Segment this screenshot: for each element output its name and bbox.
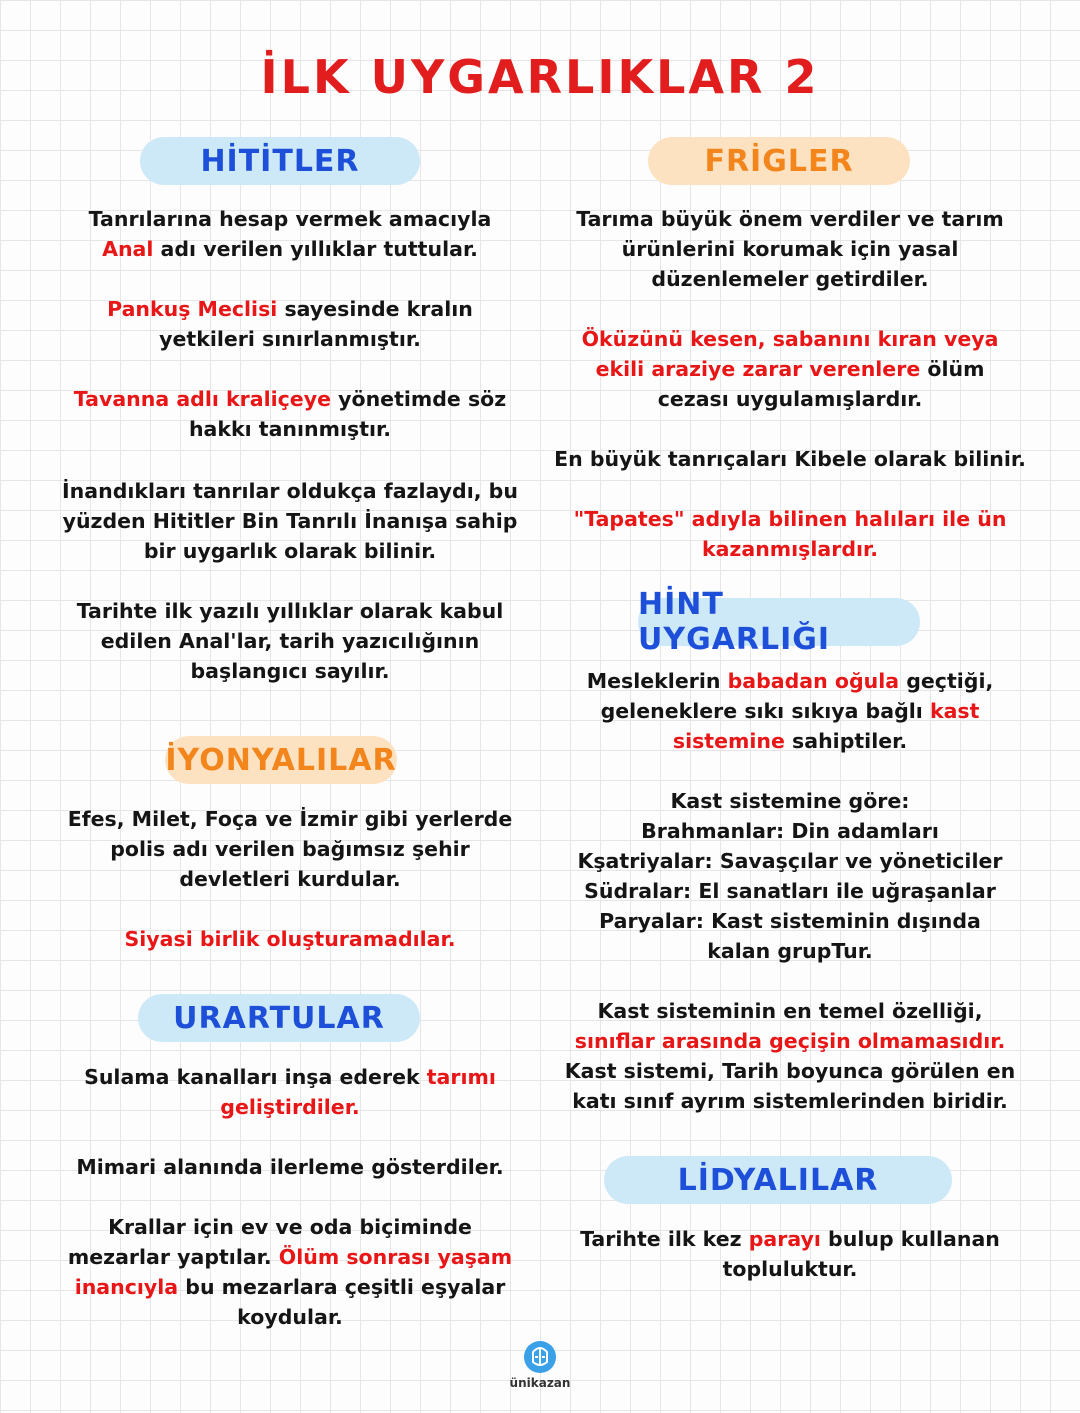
- heading-hititler: HİTİTLER: [140, 137, 420, 185]
- kast-line-ksatriyalar: Kşatriyalar: Savaşçılar ve yöneticiler: [577, 849, 1003, 873]
- lidyalilar-para-1: Tarihte ilk kez parayı bulup kullanan topluluktur.: [580, 1227, 1000, 1281]
- logo-text: ünikazan: [509, 1376, 571, 1390]
- brain-logo-icon: [523, 1340, 557, 1374]
- iyonyalilar-para-2: Siyasi birlik oluşturamadılar.: [124, 927, 456, 951]
- heading-hint-uygarligi: HİNT UYGARLIĞI: [638, 598, 920, 646]
- hititler-para-5: Tarihte ilk yazılı yıllıklar olarak kabul edilen Anal'lar, tarih yazıcılığının başlangıcı sayılır.: [76, 599, 504, 683]
- heading-lidyalilar: LİDYALILAR: [604, 1156, 952, 1204]
- hititler-para-2: Pankuş Meclisi sayesinde kralın yetkileri sınırlanmıştır.: [107, 297, 473, 351]
- hititler-para-4: İnandıkları tanrılar oldukça fazlaydı, bu yüzden Hititler Bin Tanrılı İnanışa sahip bir uygarlık olarak bilinir.: [62, 479, 518, 563]
- kast-line-paryalar: Paryalar: Kast sisteminin dışında kalan grupTur.: [599, 909, 981, 963]
- heading-frigler: FRİGLER: [648, 137, 910, 185]
- kast-line-intro: Kast sistemine göre:: [670, 789, 910, 813]
- heading-iyonyalilar: İYONYALILAR: [165, 736, 397, 784]
- hint-para-3: Kast sisteminin en temel özelliği, sınıflar arasında geçişin olmamasıdır. Kast sistemi, Tarih boyunca görülen en katı sınıf ayrım sistemlerinden biridir.: [564, 999, 1016, 1113]
- frigler-para-4: "Tapates" adıyla bilinen halıları ile ün kazanmışlardır.: [573, 507, 1007, 561]
- iyonyalilar-para-1: Efes, Milet, Foça ve İzmir gibi yerlerde polis adı verilen bağımsız şehir devletleri kurdular.: [67, 807, 513, 891]
- hint-para-1: Mesleklerin babadan oğula geçtiği, geleneklere sıkı sıkıya bağlı kast sistemine sahiptiler.: [586, 669, 994, 753]
- hititler-para-3: Tavanna adlı kraliçeye yönetimde söz hakkı tanınmıştır.: [73, 387, 507, 441]
- urartular-para-1: Sulama kanalları inşa ederek tarımı geliştirdiler.: [84, 1065, 496, 1119]
- kast-line-sudralar: Südralar: El sanatları ile uğraşanlar: [584, 879, 996, 903]
- frigler-para-3: En büyük tanrıçaları Kibele olarak bilinir.: [554, 447, 1026, 471]
- urartular-para-2: Mimari alanında ilerleme gösterdiler.: [76, 1155, 504, 1179]
- heading-urartular: URARTULAR: [138, 994, 420, 1042]
- page-title: İLK UYGARLIKLAR 2: [260, 50, 820, 104]
- frigler-para-1: Tarıma büyük önem verdiler ve tarım ürünlerini korumak için yasal düzenlemeler getirdiler.: [576, 207, 1004, 291]
- urartular-para-3: Krallar için ev ve oda biçiminde mezarlar yaptılar. Ölüm sonrası yaşam inancıyla bu mezarlara çeşitli eşyalar koydular.: [67, 1215, 513, 1329]
- kast-line-brahmanlar: Brahmanlar: Din adamları: [641, 819, 939, 843]
- hint-kast-list: [550, 786, 1030, 966]
- hititler-para-1: Tanrılarına hesap vermek amacıyla Anal adı verilen yıllıklar tuttular.: [88, 207, 492, 261]
- frigler-para-2: Öküzünü kesen, sabanını kıran veya ekili araziye zarar verenlere ölüm cezası uygulamışlardır.: [581, 327, 999, 411]
- brand-logo: [510, 1340, 570, 1390]
